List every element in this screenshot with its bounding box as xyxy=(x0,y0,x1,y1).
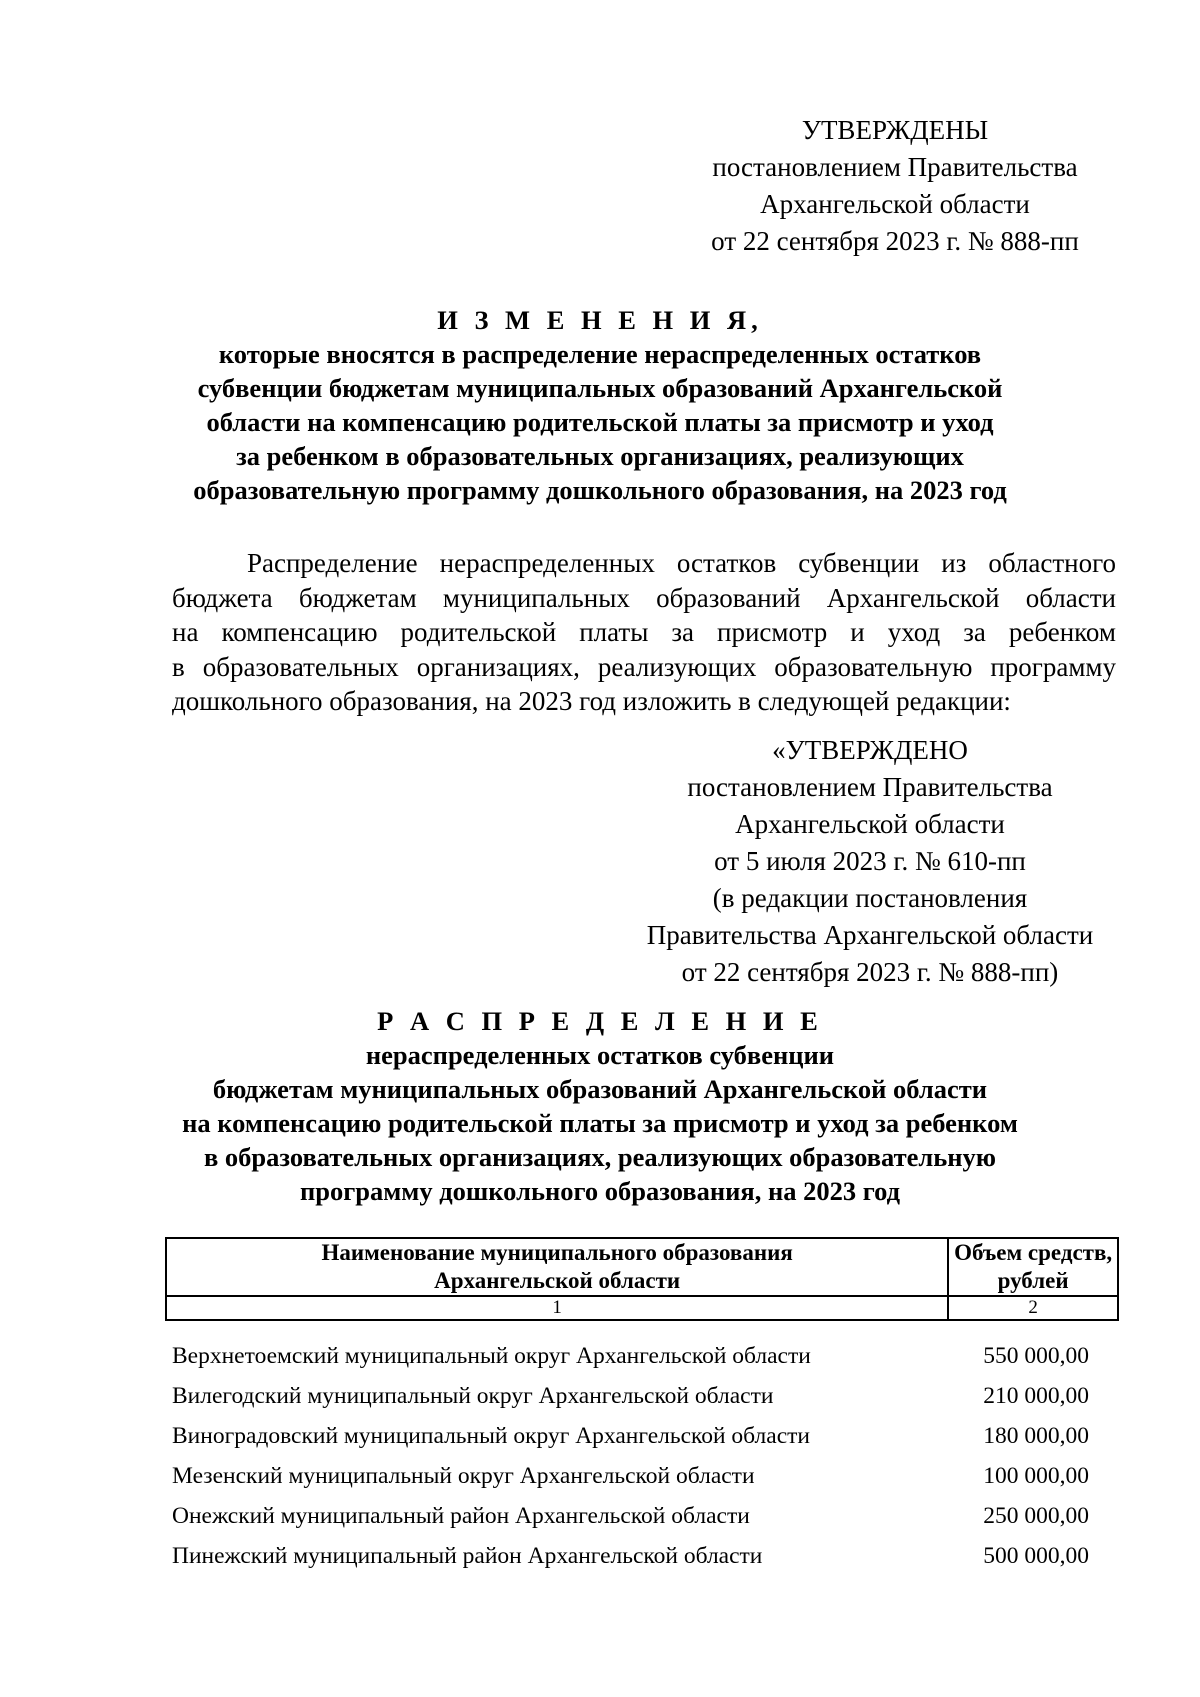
amount-value: 500 000,00 xyxy=(983,1543,1089,1569)
distribution-table-header xyxy=(165,1237,1119,1321)
column-header-text: рублей xyxy=(997,1268,1069,1293)
municipality-name: Верхнетоемский муниципальный округ Архангельской области xyxy=(172,1343,811,1369)
approval-heading: «УТВЕРЖДЕНО xyxy=(772,735,968,765)
amount-value: 210 000,00 xyxy=(983,1383,1089,1409)
municipality-name: Пинежский муниципальный район Архангельской области xyxy=(172,1543,763,1569)
paragraph-line: Распределение нераспределенных остатков субвенции из областного xyxy=(247,548,1116,578)
distribution-table-body xyxy=(172,1336,1120,1576)
municipality-name: Вилегодский муниципальный округ Архангельской области xyxy=(172,1383,774,1409)
approval-line: постановлением Правительства xyxy=(712,152,1078,182)
municipality-name: Виноградовский муниципальный округ Архангельской области xyxy=(172,1423,810,1449)
distribution-heading: Р А С П Р Е Д Е Л Е Н И Е xyxy=(377,1006,823,1036)
table-row xyxy=(172,1496,1120,1536)
municipality-name: Мезенский муниципальный округ Архангельской области xyxy=(172,1463,755,1489)
paragraph-line: в образовательных организациях, реализующих образовательную программу xyxy=(172,651,1116,682)
changes-title-line: области на компенсацию родительской платы за присмотр и уход xyxy=(206,407,994,437)
approval-line: (в редакции постановления xyxy=(712,883,1028,913)
column-header-amount xyxy=(948,1238,1118,1296)
changes-title-line: которые вносятся в распределение нераспределенных остатков xyxy=(218,339,982,369)
amount-value: 250 000,00 xyxy=(983,1503,1089,1529)
distribution-title-line: нераспределенных остатков субвенции xyxy=(365,1040,835,1070)
changes-title xyxy=(100,303,1100,507)
column-header-name xyxy=(166,1238,948,1296)
approval-line: Архангельской области xyxy=(760,189,1030,219)
body-paragraph xyxy=(172,546,1116,719)
changes-title-line: за ребенком в образовательных организациях, реализующих xyxy=(236,441,964,471)
changes-title-line: субвенции бюджетам муниципальных образований Архангельской xyxy=(197,373,1003,403)
table-row xyxy=(172,1456,1120,1496)
approval-date: от 5 июля 2023 г. № 610-пп xyxy=(714,846,1026,876)
table-row xyxy=(172,1536,1120,1576)
approval-stamp xyxy=(700,112,1090,260)
approval-line: постановлением Правительства xyxy=(687,772,1053,802)
table-row xyxy=(172,1336,1120,1376)
distribution-title-line: на компенсацию родительской платы за присмотр и уход за ребенком xyxy=(182,1108,1018,1138)
column-number: 2 xyxy=(948,1296,1118,1320)
municipality-name: Онежский муниципальный район Архангельской области xyxy=(172,1503,750,1529)
amount-value: 180 000,00 xyxy=(983,1423,1089,1449)
approval-date: от 22 сентября 2023 г. № 888-пп) xyxy=(681,957,1059,987)
column-header-text: Архангельской области xyxy=(434,1268,681,1293)
approval-line: Правительства Архангельской области xyxy=(646,920,1094,950)
changes-title-line: образовательную программу дошкольного образования, на 2023 год xyxy=(193,475,1007,505)
approval-date: от 22 сентября 2023 г. № 888-пп xyxy=(711,226,1079,256)
column-header-text: Наименование муниципального образования xyxy=(321,1240,793,1265)
changes-heading: И З М Е Н Е Н И Я, xyxy=(437,305,763,335)
table-row xyxy=(172,1376,1120,1416)
paragraph-line: дошкольного образования, на 2023 год изложить в следующей редакции: xyxy=(172,686,1011,716)
amount-value: 100 000,00 xyxy=(983,1463,1089,1489)
distribution-title-line: программу дошкольного образования, на 2023 год xyxy=(299,1176,901,1206)
approval-heading: УТВЕРЖДЕНЫ xyxy=(801,115,989,145)
table-header-row xyxy=(166,1238,1118,1296)
amount-value: 550 000,00 xyxy=(983,1343,1089,1369)
table-row xyxy=(172,1416,1120,1456)
paragraph-line: на компенсацию родительской платы за присмотр и уход за ребенком xyxy=(172,617,1116,647)
paragraph-line: бюджета бюджетам муниципальных образований Архангельской области xyxy=(172,582,1116,613)
distribution-title xyxy=(100,1004,1100,1208)
column-number: 1 xyxy=(166,1296,948,1320)
table-number-row xyxy=(166,1296,1118,1320)
approval-stamp-quoted xyxy=(630,732,1110,991)
distribution-title-line: в образовательных организациях, реализующих образовательную xyxy=(203,1142,997,1172)
distribution-title-line: бюджетам муниципальных образований Архангельской области xyxy=(212,1074,988,1104)
column-header-text: Объем средств, xyxy=(954,1240,1113,1265)
approval-line: Архангельской области xyxy=(735,809,1005,839)
